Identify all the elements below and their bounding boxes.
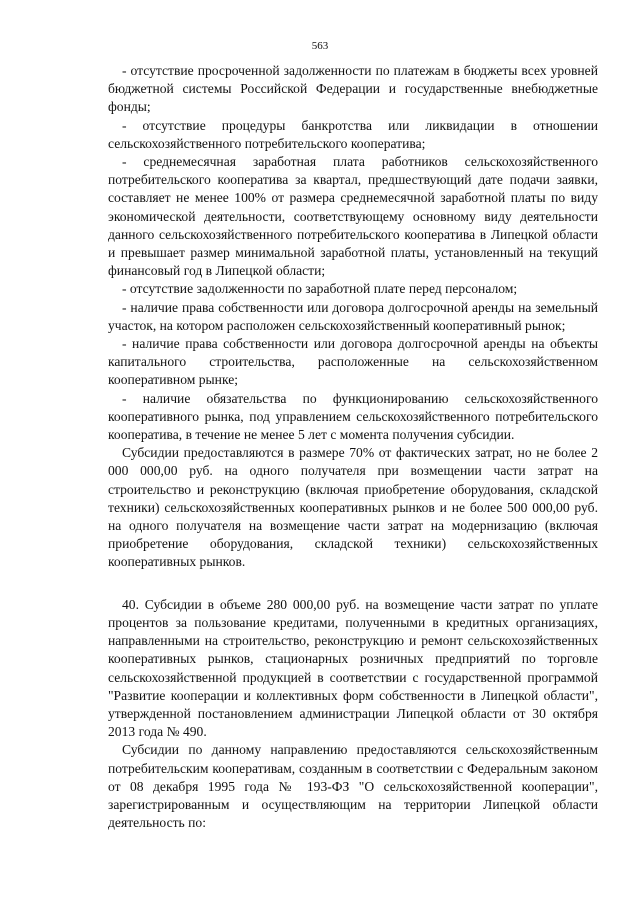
requirement-no-bankruptcy: - отсутствие процедуры банкротства или ликвидации в отношении сельскохозяйственного потребительского кооператива;: [108, 117, 598, 151]
requirement-land-ownership: - наличие права собственности или договора долгосрочной аренды на земельный участок, на котором расположен сельскохозяйственный кооперативный рынок;: [108, 299, 598, 333]
document-body: [108, 62, 598, 832]
requirement-average-salary: - среднемесячная заработная плата работников сельскохозяйственного потребительского кооператива за квартал, предшествующий дате подачи заявки, составляет не менее 100% от размера среднемесячной заработной платы по виду экономической деятельности, соответствующему основному виду деятельности данного сельскохозяйственного потребительского кооператива в Липецкой области и превышает размер минимальной заработной платы, установленный на текущий финансовый год в Липецкой области;: [108, 154, 598, 279]
section-40-paragraph: 40. Субсидии в объеме 280 000,00 руб. на возмещение части затрат по уплате процентов за пользование кредитами, полученными в кредитных организациях, направленными на строительство, реконструкцию и ремонт сельскохозяйственных кооперативных рынков, стационарных розничных предприятий по торговле сельскохозяйственной продукцией в соответствии с государственной программой "Развитие кооперации и коллективных форм собственности в Липецкой области", утвержденной постановлением администрации Липецкой области от 30 октября 2013 года № 490.: [108, 596, 598, 740]
requirement-no-tax-debt: - отсутствие просроченной задолженности по платежам в бюджеты всех уровней бюджетной системы Российской Федерации и государственные внебюджетные фонды;: [108, 63, 598, 115]
requirement-buildings-ownership: - наличие права собственности или договора долгосрочной аренды на объекты капитального строительства, расположенные на сельскохозяйственном кооперативном рынке;: [108, 336, 598, 388]
requirement-no-salary-debt: - отсутствие задолженности по заработной плате перед персоналом;: [122, 281, 518, 297]
requirement-market-operation: - наличие обязательства по функционированию сельскохозяйственного кооперативного рынка, под управлением сельскохозяйственного потребительского кооператива, в течение не менее 5 лет с момента получения субсидии.: [108, 390, 598, 443]
section-spacer: [108, 572, 598, 596]
page-number: 563: [311, 40, 329, 52]
section-40-recipients-paragraph: Субсидии по данному направлению предоставляются сельскохозяйственным потребительским кооперативам, созданным в соответствии с Федеральным законом от 08 декабря 1995 года № 193-ФЗ "О сельскохозяйственной кооперации", зарегистрированным и осуществляющим на территории Липецкой области деятельность по:: [108, 742, 598, 831]
subsidy-amount-paragraph: Субсидии предоставляются в размере 70% от фактических затрат, но не более 2 000 000,00 руб. на одного получателя при возмещении части затрат на строительство и реконструкцию (включая приобретение оборудования, складской техники) сельскохозяйственных кооперативных рынков и не более 500 000,00 руб. на одного получателя на возмещение части затрат на модернизацию (включая приобретение оборудования, складской техники) сельскохозяйственных кооперативных рынков.: [108, 445, 598, 570]
